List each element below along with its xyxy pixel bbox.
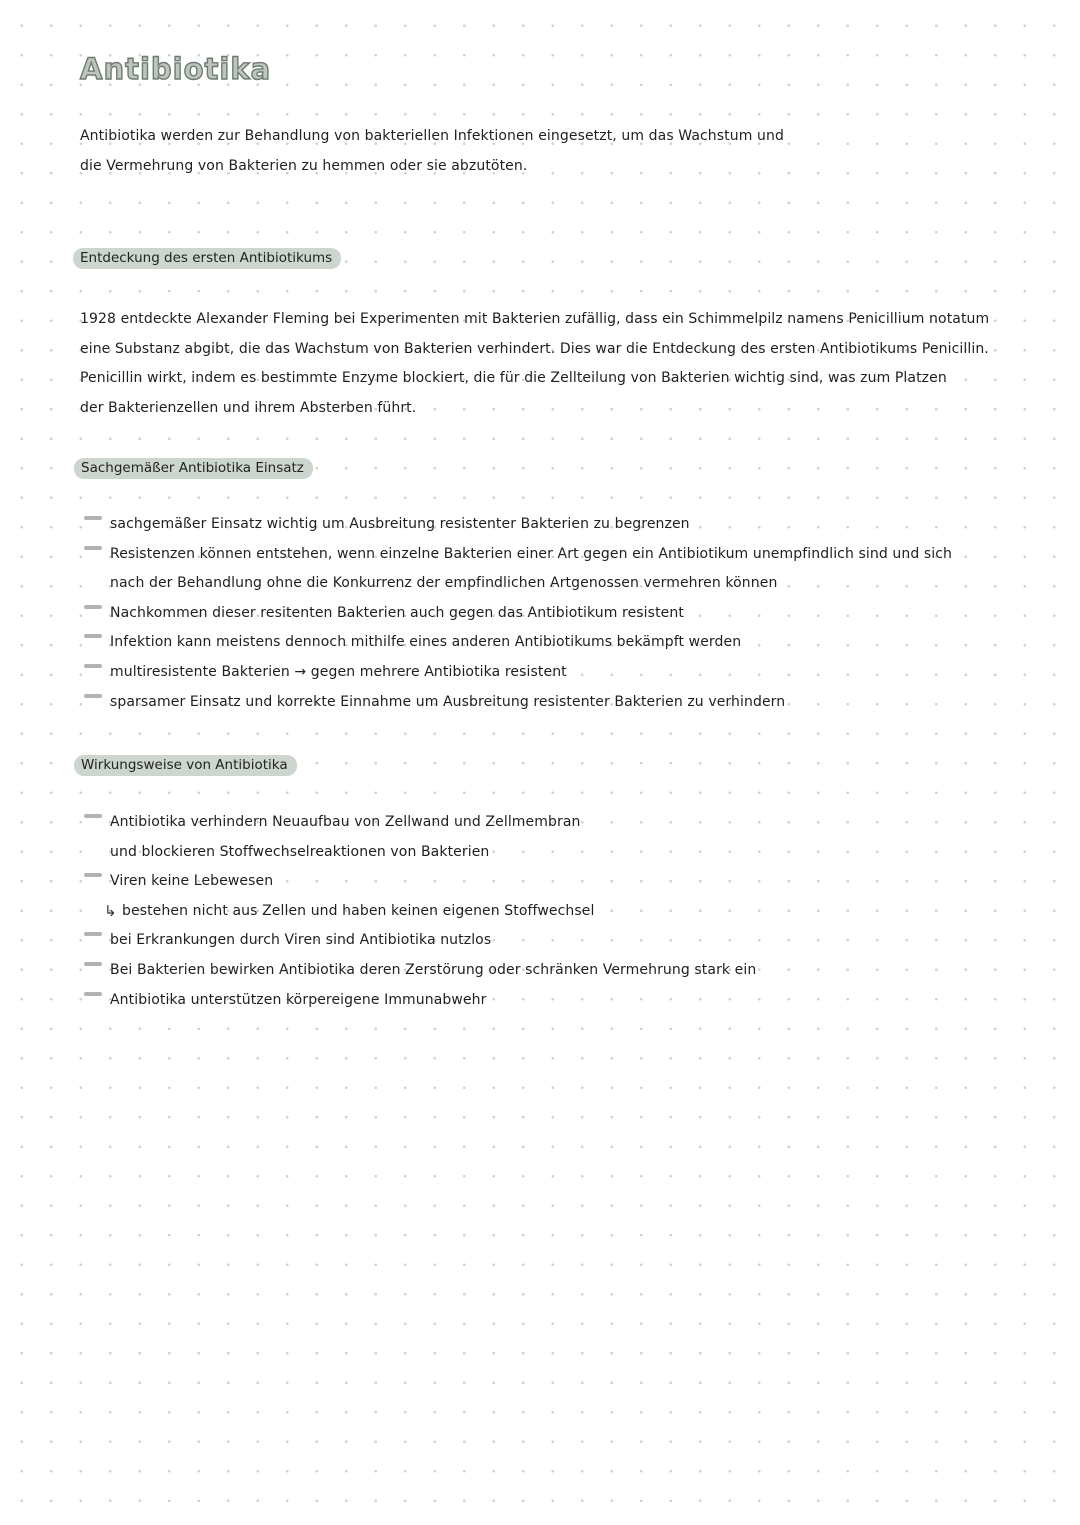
sub-list-item-text: bestehen nicht aus Zellen und haben keinen eigenen Stoffwechsel: [122, 902, 595, 919]
list-item: [84, 867, 1044, 897]
section-heading-mode-of-action: Wirkungsweise von Antibiotika: [74, 755, 297, 776]
dash-bullet-icon: [84, 962, 102, 966]
dash-bullet-icon: [84, 634, 102, 638]
dash-bullet-icon: [84, 932, 102, 936]
list-item: [84, 926, 1044, 956]
proper-use-list: [84, 510, 1044, 717]
corner-arrow-icon: ↳: [104, 901, 117, 920]
list-item: [84, 956, 1044, 986]
paragraph-line: der Bakterienzellen und ihrem Absterben führt.: [80, 399, 417, 416]
list-item-text: Bei Bakterien bewirken Antibiotika deren Zerstörung oder schränken Vermehrung stark ein: [110, 961, 757, 978]
list-item: [84, 599, 1044, 629]
dash-bullet-icon: [84, 546, 102, 550]
dash-bullet-icon: [84, 605, 102, 609]
list-item-text: Nachkommen dieser resitenten Bakterien auch gegen das Antibiotikum resistent: [110, 604, 684, 621]
dash-bullet-icon: [84, 694, 102, 698]
list-item-text: sachgemäßer Einsatz wichtig um Ausbreitung resistenter Bakterien zu begrenzen: [110, 516, 690, 532]
discovery-paragraph: [80, 305, 1040, 423]
list-item-text: bei Erkrankungen durch Viren sind Antibiotika nutzlos: [110, 932, 492, 949]
list-item: [84, 658, 1044, 688]
list-item: [84, 540, 1044, 599]
list-item-text: Resistenzen können entstehen, wenn einzelne Bakterien einer Art gegen ein Antibiotikum unempfindlich sind und sich: [110, 545, 953, 562]
section-heading-proper-use: Sachgemäßer Antibiotika Einsatz: [74, 458, 313, 479]
page-title: Antibiotika: [80, 52, 272, 86]
dash-bullet-icon: [84, 664, 102, 668]
intro-paragraph: [80, 122, 1000, 181]
list-item: [84, 688, 1044, 718]
dash-bullet-icon: [84, 992, 102, 996]
list-item-text: sparsamer Einsatz und korrekte Einnahme um Ausbreitung resistenter Bakterien zu verhindern: [110, 693, 786, 710]
paragraph-line: 1928 entdeckte Alexander Fleming bei Experimenten mit Bakterien zufällig, dass ein Schimmelpilz namens Penicillium notatum: [80, 311, 990, 327]
list-item-text: Viren keine Lebewesen: [110, 873, 274, 890]
list-item-text-continued: nach der Behandlung ohne die Konkurrenz der empfindlichen Artgenossen vermehren können: [110, 575, 778, 592]
intro-line: die Vermehrung von Bakterien zu hemmen oder sie abzutöten.: [80, 157, 528, 174]
dash-bullet-icon: [84, 873, 102, 877]
sub-list-item: [84, 897, 1044, 927]
list-item-text: Infektion kann meistens dennoch mithilfe eines anderen Antibiotikums bekämpft werden: [110, 634, 742, 651]
mode-of-action-list: [84, 808, 1044, 1015]
list-item: [84, 510, 1044, 540]
dash-bullet-icon: [84, 814, 102, 818]
list-item-text-continued: und blockieren Stoffwechselreaktionen von Bakterien: [110, 843, 490, 860]
intro-line: Antibiotika werden zur Behandlung von bakteriellen Infektionen eingesetzt, um das Wachstum und: [80, 128, 784, 144]
list-item: [84, 986, 1044, 1016]
paragraph-line: eine Substanz abgibt, die das Wachstum von Bakterien verhindert. Dies war die Entdeckung des ersten Antibiotikums Penicillin.: [80, 340, 989, 357]
list-item-text: Antibiotika unterstützen körpereigene Immunabwehr: [110, 991, 487, 1008]
list-item: [84, 808, 1044, 867]
list-item: [84, 628, 1044, 658]
list-item-text: Antibiotika verhindern Neuaufbau von Zellwand und Zellmembran: [110, 814, 581, 830]
list-item-text: multiresistente Bakterien → gegen mehrere Antibiotika resistent: [110, 663, 567, 680]
paragraph-line: Penicillin wirkt, indem es bestimmte Enzyme blockiert, die für die Zellteilung von Bakterien wichtig sind, was zum Platzen: [80, 370, 947, 387]
dash-bullet-icon: [84, 516, 102, 520]
section-heading-discovery: Entdeckung des ersten Antibiotikums: [73, 248, 341, 269]
